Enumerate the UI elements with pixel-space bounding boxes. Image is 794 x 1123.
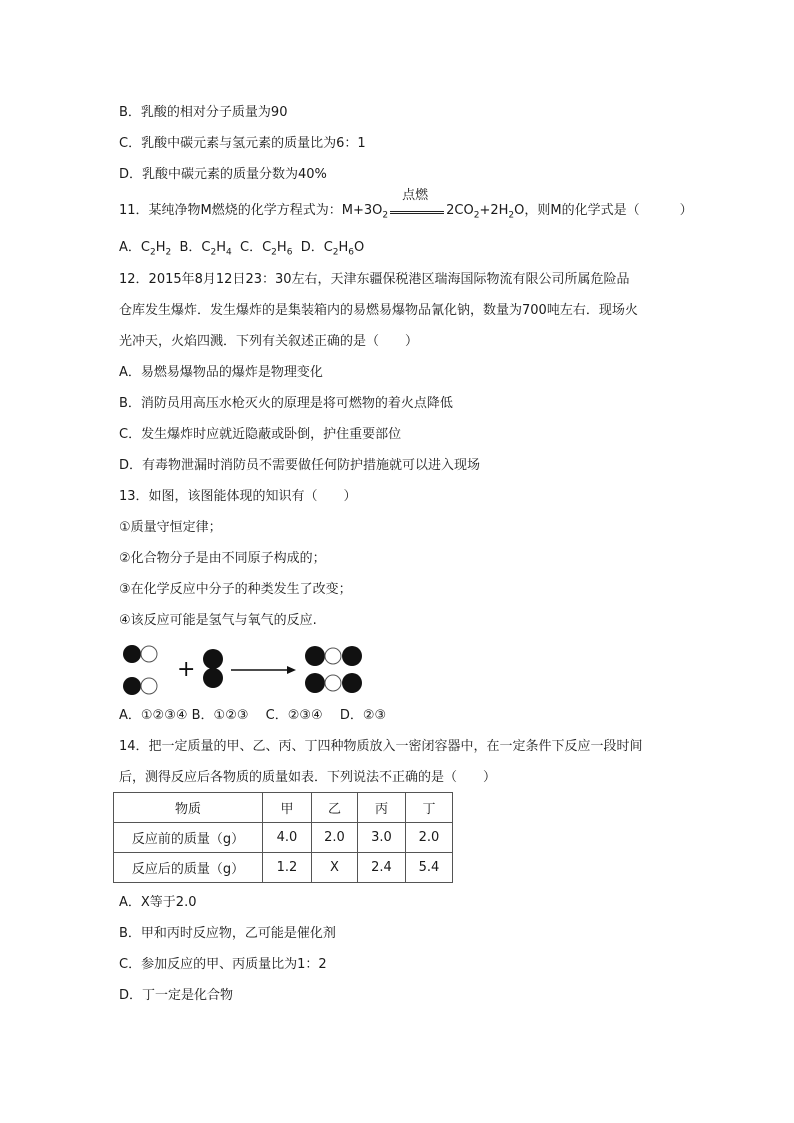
black-atom <box>305 646 325 666</box>
q11-option-b: B．$C_2H_4$ <box>179 240 232 258</box>
q12-option-a: A．易燃易爆物品的爆炸是物理变化 <box>119 365 323 380</box>
black-atom <box>123 677 141 695</box>
reaction-arrow <box>388 188 446 220</box>
q11-stem-prefix: 11．某纯净物M燃烧的化学方程式为：M+3O <box>119 203 383 218</box>
table-header-cell: 丙 <box>358 793 406 823</box>
white-atom <box>141 646 157 662</box>
reaction-arrow-icon <box>231 666 296 674</box>
q11-co2-subscript: 2 <box>473 210 480 221</box>
table-header-cell: 甲 <box>263 793 312 823</box>
table-row <box>114 823 453 853</box>
q12-stem-line3: 光冲天，火焰四溅．下列有关叙述正确的是（ ） <box>119 334 419 349</box>
table-cell: 2.0 <box>406 823 453 853</box>
table-cell: 3.0 <box>358 823 406 853</box>
q11-option-a: A．$C_2H_2$ <box>119 240 172 258</box>
table-header-cell: 物质 <box>114 793 263 823</box>
reaction-condition: 点燃 <box>402 188 429 203</box>
q14-stem-line2: 后，测得反应后各物质的质量如表．下列说法不正确的是（ ） <box>119 770 497 785</box>
table-header-cell: 丁 <box>406 793 453 823</box>
table-row <box>114 853 453 883</box>
table-cell: 2.4 <box>358 853 406 883</box>
table-header-row <box>114 793 453 823</box>
table-cell: 5.4 <box>406 853 453 883</box>
mass-table <box>113 792 453 883</box>
q11-option-d: D．$C_2H_6O$ <box>300 240 365 258</box>
table-cell: 反应后的质量（g） <box>114 853 263 883</box>
reactant-molecule-3 <box>203 649 223 688</box>
q11-product1: 2CO <box>446 203 474 218</box>
q13-item-2: ②化合物分子是由不同原子构成的； <box>119 551 326 566</box>
black-atom <box>342 673 362 693</box>
q11-stem-tail: O，则M的化学式是（ <box>514 203 640 218</box>
q13-options: A．①②③④ B．①②③ C．②③④ D．②③ <box>119 708 387 723</box>
white-atom <box>325 675 341 691</box>
table-cell: 2.0 <box>312 823 358 853</box>
q10-option-c: C．乳酸中碳元素与氢元素的质量比为6：1 <box>119 136 366 151</box>
q13-item-4: ④该反应可能是氢气与氧气的反应. <box>119 613 317 628</box>
double-bar-icon <box>390 211 444 214</box>
q11-option-c: C．$C_2H_6$ <box>240 240 293 258</box>
q12-stem-line1: 12．2015年8月12日23：30左右，天津东疆保税港区瑞海国际物流有限公司所属危险品 <box>119 272 630 287</box>
q12-option-d: D．有毒物泄漏时消防员不需要做任何防护措施就可以进入现场 <box>119 458 481 473</box>
black-atom <box>123 645 141 663</box>
black-atom <box>203 668 223 688</box>
black-atom <box>342 646 362 666</box>
q13-stem: 13．如图，该图能体现的知识有（ ） <box>119 489 357 504</box>
q14-option-c: C．参加反应的甲、丙质量比为1：2 <box>119 957 327 972</box>
reactant-molecule-1 <box>123 645 157 663</box>
q10-option-b: B．乳酸的相对分子质量为90 <box>119 105 288 120</box>
table-cell: 1.2 <box>263 853 312 883</box>
reactant-molecule-2 <box>123 677 157 695</box>
q10-option-d: D．乳酸中碳元素的质量分数为40% <box>119 167 327 182</box>
q11-options <box>119 239 364 257</box>
table-cell: X <box>312 853 358 883</box>
molecule-reaction-diagram <box>119 640 369 700</box>
q12-option-b: B．消防员用高压水枪灭火的原理是将可燃物的着火点降低 <box>119 396 453 411</box>
q11-h2-subscript: 2 <box>508 210 515 221</box>
q14-option-b: B．甲和丙时反应物，乙可能是催化剂 <box>119 926 336 941</box>
q11-o2-subscript: 2 <box>382 210 389 221</box>
q11-stem <box>119 188 693 221</box>
product-molecule-2 <box>305 673 362 693</box>
black-atom <box>203 649 223 669</box>
q11-plus-h: +2H <box>479 203 509 218</box>
table-cell: 反应前的质量（g） <box>114 823 263 853</box>
q14-stem-line1: 14．把一定质量的甲、乙、丙、丁四种物质放入一密闭容器中，在一定条件下反应一段时间 <box>119 739 643 754</box>
white-atom <box>325 648 341 664</box>
q12-stem-line2: 仓库发生爆炸．发生爆炸的是集装箱内的易燃易爆物品氰化钠，数量为700吨左右．现场火 <box>119 303 638 318</box>
q14-option-d: D．丁一定是化合物 <box>119 988 234 1003</box>
q13-item-1: ①质量守恒定律； <box>119 520 222 535</box>
white-atom <box>141 678 157 694</box>
product-molecule-1 <box>305 646 362 666</box>
black-atom <box>305 673 325 693</box>
table-cell: 4.0 <box>263 823 312 853</box>
q12-option-c: C．发生爆炸时应就近隐蔽或卧倒，护住重要部位 <box>119 427 402 442</box>
q13-item-3: ③在化学反应中分子的种类发生了改变； <box>119 582 352 597</box>
q14-option-a: A．X等于2.0 <box>119 895 197 910</box>
table-header-cell: 乙 <box>312 793 358 823</box>
q11-stem-end: ） <box>679 203 693 218</box>
plus-sign: + <box>177 657 196 682</box>
